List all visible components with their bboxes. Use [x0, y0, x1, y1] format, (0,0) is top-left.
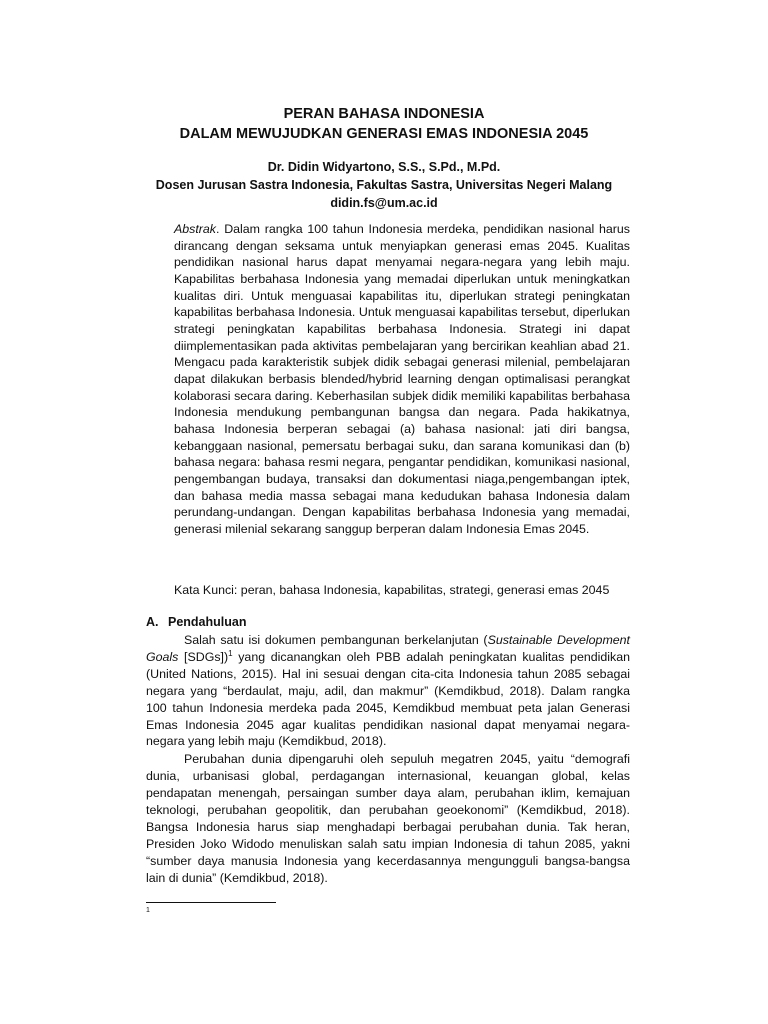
body-text — [146, 632, 630, 888]
section-number: A. — [146, 615, 159, 629]
footnote-reference[interactable]: 1 — [228, 648, 233, 658]
paragraph-1 — [146, 632, 630, 750]
abstract-label: Abstrak — [174, 222, 217, 236]
section-title: Pendahuluan — [168, 615, 247, 629]
keywords: Kata Kunci: peran, bahasa Indonesia, kapabilitas, strategi, generasi emas 2045 — [174, 583, 610, 597]
author-email: didin.fs@um.ac.id — [330, 196, 438, 210]
paragraph-1-part-c: yang dicanangkan oleh PBB adalah peningkatan kualitas pendidikan (United Nations, 2015). Hal ini sesuai dengan cita-cita Indonesia tahun 2085 sebagai negara yang “berdaulat, maju, adil, dan makmur” (Kemdikbud, 2018). Dalam rangka 100 tahun Indonesia merdeka pada 2045, Kemdikbud membuat peta jalan Generasi Emas Indonesia 2045 agar kualitas pendidikan nasional dapat menyamai negara-negara yang lebih maju (Kemdikbud, 2018). — [146, 649, 630, 749]
title-line-2: DALAM MEWUJUDKAN GENERASI EMAS INDONESIA 2045 — [179, 126, 589, 142]
paragraph-1-italic: Sustainable Development Goals — [146, 633, 630, 664]
title-line-1: PERAN BAHASA INDONESIA — [283, 106, 485, 122]
section-heading — [146, 613, 246, 631]
author-block — [0, 158, 768, 212]
footnote-mark: 1 — [146, 907, 150, 914]
paragraph-1-part-a: Salah satu isi dokumen pembangunan berkelanjutan ( — [184, 633, 488, 647]
author-name: Dr. Didin Widyartono, S.S., S.Pd., M.Pd. — [267, 160, 501, 174]
author-affiliation: Dosen Jurusan Sastra Indonesia, Fakultas Sastra, Universitas Negeri Malang — [155, 178, 613, 192]
abstract — [174, 221, 630, 537]
footnote-divider — [146, 902, 276, 903]
paragraph-1-part-b: [SDGs]) — [178, 649, 229, 664]
paper-title — [0, 104, 768, 144]
paragraph-2: Perubahan dunia dipengaruhi oleh sepuluh megatren 2045, yaitu “demografi dunia, urbanisasi global, perdagangan internasional, keuangan global, kelas pendapatan menengah, persaingan sumber daya alam, perubahan iklim, kemajuan teknologi, perubahan geopolitik, dan perubahan geoekonomi” (Kemdikbud, 2018). Bangsa Indonesia harus siap menghadapi berbagai perubahan dunia. Tak heran, Presiden Joko Widodo menuliskan salah satu impian Indonesia di tahun 2085, yakni “sumber daya manusia Indonesia yang kecerdasannya mengungguli bangsa-bangsa lain di dunia” (Kemdikbud, 2018). — [146, 752, 630, 885]
abstract-text: . Dalam rangka 100 tahun Indonesia merdeka, pendidikan nasional harus dirancang dengan seksama untuk menyiapkan generasi emas 2045. Kualitas pendidikan nasional harus dapat menyamai negara-negara yang lebih maju. Kapabilitas berbahasa Indonesia yang memadai diperlukan untuk meningkatkan kualitas diri. Untuk menguasai kapabilitas itu, diperlukan strategi peningkatan kapabilitas berbahasa Indonesia. Untuk menguasai kapabilitas tersebut, diperlukan strategi peningkatan kapabilitas berbahasa Indonesia. Strategi ini dapat diimplementasikan pada aktivitas pembelajaran yang bercirikan keahlian abad 21. Mengacu pada karakteristik subjek didik sebagai generasi milenial, pembelajaran dapat dilakukan berbasis blended/hybrid learning dengan optimalisasi perangkat kolaborasi secara daring. Keberhasilan subjek didik memiliki kapabilitas berbahasa Indonesia mendukung pembangunan bangsa dan negara. Pada hakikatnya, bahasa Indonesia berperan sebagai (a) bahasa nasional: jati diri bangsa, kebanggaan nasional, pemersatu berbagai suku, dan sarana komunikasi dan (b) bahasa negara: bahasa resmi negara, pengantar pendidikan, komunikasi nasional, pengembangan budaya, transaksi dan dokumentasi niaga,pengembangan iptek, dan bahasa media massa sebagai mana kedudukan bahasa Indonesia dalam perundang-undangan. Dengan kapabilitas berbahasa Indonesia yang memadai, generasi milenial sekarang sanggup berperan dalam Indonesia Emas 2045. — [174, 222, 630, 536]
